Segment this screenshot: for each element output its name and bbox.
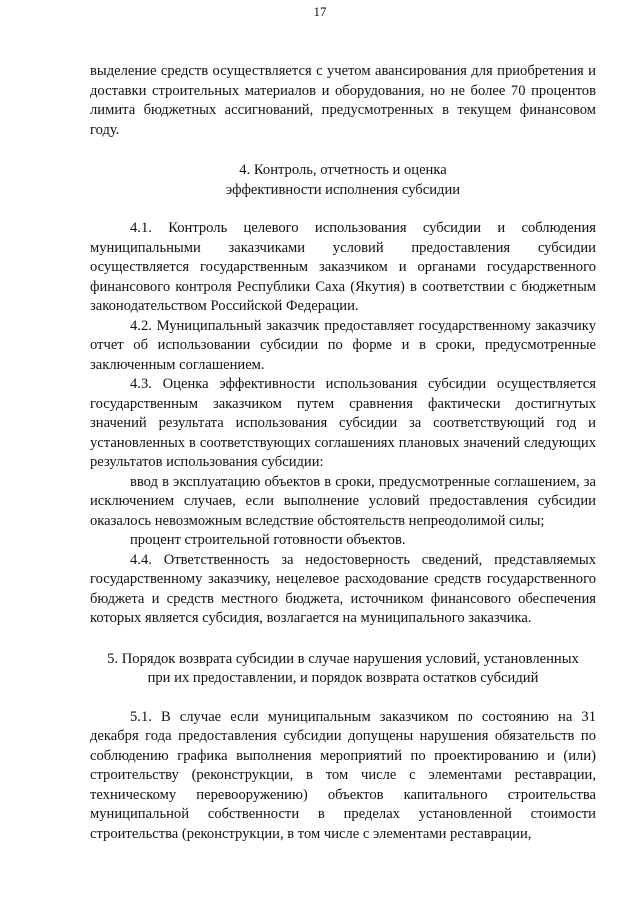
paragraph-4-3-item-b: процент строительной готовности объектов. bbox=[130, 532, 406, 548]
section-5-title-line-2: при их предоставлении, и порядок возврата остатков субсидий bbox=[147, 670, 539, 686]
paragraph-5-1: 5.1. В случае если муниципальным заказчиком по состоянию на 31 декабря года предоставления субсидии допущены нарушения обязательств по соблюдению графика выполнения мероприятий по проектированию и (или) строительству (реконструкции, в том числе с элементами реставрации, техническому перевооружению) объектов капитального строительства муниципальной собственности в пределах установленной стоимости строительства (реконструкции, в том числе с элементами реставрации, bbox=[90, 708, 596, 842]
paragraph-4-4: 4.4. Ответственность за недостоверность сведений, представляемых государственному заказчику, нецелевое расходование средств государственного бюджета и средств местного бюджета, источником финансового обеспечения которых является субсидия, возлагается на муниципального заказчика. bbox=[90, 551, 596, 626]
paragraph-4-2: 4.2. Муниципальный заказчик предоставляет государственному заказчику отчет об использовании субсидии по форме и в сроки, предусмотренные заключенным соглашением. bbox=[90, 317, 596, 373]
section-4-title-line-1: 4. Контроль, отчетность и оценка bbox=[239, 162, 447, 178]
intro-paragraph: выделение средств осуществляется с учетом авансирования для приобретения и доставки строительных материалов и оборудования, но не более 70 процентов лимита бюджетных ассигнований, предусмотренных в текущем финансовом году. bbox=[90, 63, 596, 138]
document-body bbox=[90, 62, 596, 844]
section-5-title-line-1: 5. Порядок возврата субсидии в случае нарушения условий, установленных bbox=[107, 650, 579, 667]
paragraph-4-1: 4.1. Контроль целевого использования субсидии и соблюдения муниципальными заказчиками условий предоставления субсидии осуществляется государственным заказчиком и органами государственного финансового контроля Республики Саха (Якутия) в соответствии с бюджетным законодательством Российской Федерации. bbox=[90, 220, 596, 314]
section-4-title-line-2: эффективности исполнения субсидии bbox=[225, 181, 461, 198]
paragraph-4-3-item-a: ввод в эксплуатацию объектов в сроки, предусмотренные соглашением, за исключением случаев, если выполнение условий предоставления субсидии оказалось невозможным вследствие обстоятельств непреодолимой силы; bbox=[90, 473, 596, 529]
page-number: 17 bbox=[313, 4, 327, 19]
paragraph-4-3: 4.3. Оценка эффективности использования субсидии осуществляется государственным заказчиком путем сравнения фактически достигнутых значений результата использования субсидии за соответствующий год и установленных в соответствующих соглашениях плановых значений следующих результатов использования субсидии: bbox=[90, 376, 596, 470]
